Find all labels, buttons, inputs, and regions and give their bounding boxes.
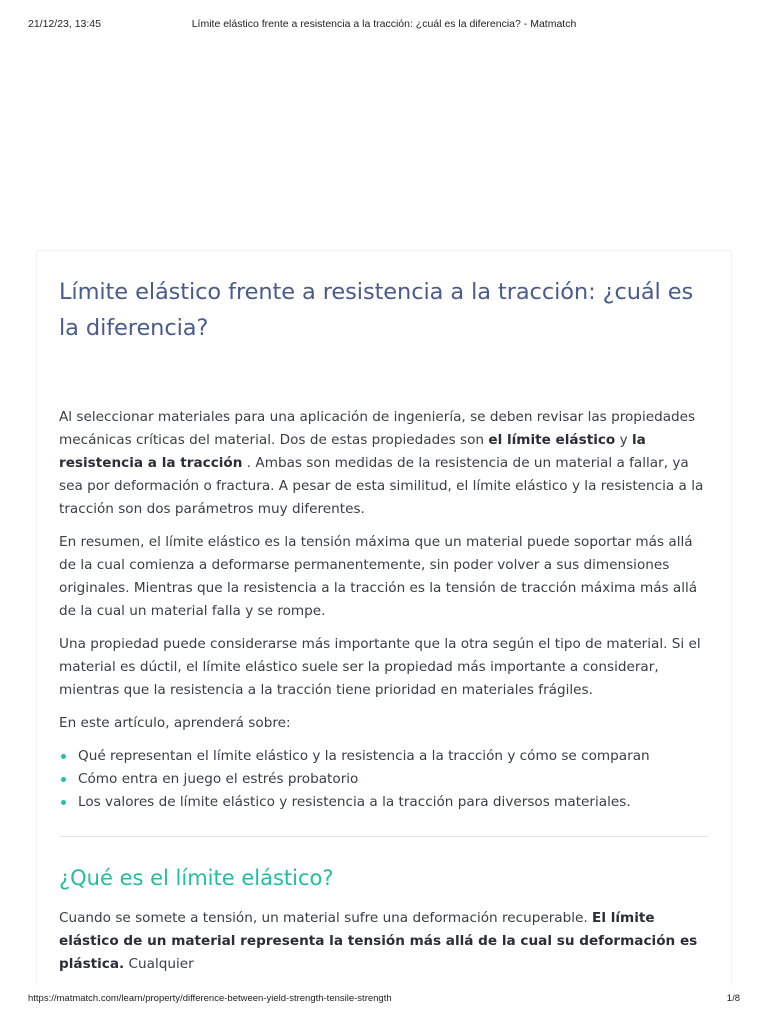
print-date: 21/12/23, 13:45	[28, 18, 101, 30]
article-body	[59, 406, 709, 976]
section-title: ¿Qué es el límite elástico?	[59, 866, 334, 890]
section-divider	[59, 836, 709, 837]
print-url: https://matmatch.com/learn/property/difference-between-yield-strength-tensile-strength	[28, 993, 392, 1004]
term-yield-strength: el límite elástico	[488, 432, 616, 448]
page-number: 1/8	[726, 993, 740, 1004]
bullet-dot-icon	[61, 777, 66, 782]
yield-definition-bold: El límite elástico de un material representa la tensión más allá de la cual su deformación es plástica.	[59, 910, 698, 972]
importance-paragraph: Una propiedad puede considerarse más importante que la otra según el tipo de material. Si el material es dúctil, el límite elástico suele ser la propiedad más importante a considerar, mientras que la resistencia a la tracción tiene prioridad en materiales frágiles.	[59, 636, 701, 698]
learn-list	[59, 745, 709, 814]
term-tensile-strength: la resistencia a la tracción	[59, 432, 646, 471]
list-item: Cómo entra en juego el estrés probatorio	[59, 768, 709, 791]
learn-intro: En este artículo, aprenderá sobre:	[59, 715, 291, 731]
print-page-title: Límite elástico frente a resistencia a la tracción: ¿cuál es la diferencia? - Matmatch	[191, 18, 577, 30]
list-item: Los valores de límite elástico y resistencia a la tracción para diversos materiales.	[59, 791, 709, 814]
yield-definition-paragraph: Cuando se somete a tensión, un material sufre una deformación recuperable. El límite elástico de un material representa la tensión más allá de la cual su deformación es plástica. Cualquier	[59, 910, 698, 972]
intro-paragraph: Al seleccionar materiales para una aplicación de ingeniería, se deben revisar las propiedades mecánicas críticas del material. Dos de estas propiedades son el límite elástico y la resistencia a la tracción . Ambas son medidas de la resistencia de un material a fallar, ya sea por deformación o fractura. A pesar de esta similitud, el límite elástico y la resistencia a la tracción son dos parámetros muy diferentes.	[59, 409, 704, 517]
article-card	[36, 250, 732, 986]
article-title: Límite elástico frente a resistencia a la tracción: ¿cuál es la diferencia?	[59, 279, 694, 341]
summary-paragraph: En resumen, el límite elástico es la tensión máxima que un material puede soportar más allá de la cual comienza a deformarse permanentemente, sin poder volver a sus dimensiones originales. Mientras que la resistencia a la tracción es la tensión de tracción máxima más allá de la cual un material falla y se rompe.	[59, 534, 698, 619]
list-item: Qué representan el límite elástico y la resistencia a la tracción y cómo se comparan	[59, 745, 709, 768]
bullet-dot-icon	[61, 800, 66, 805]
bullet-dot-icon	[61, 754, 66, 759]
